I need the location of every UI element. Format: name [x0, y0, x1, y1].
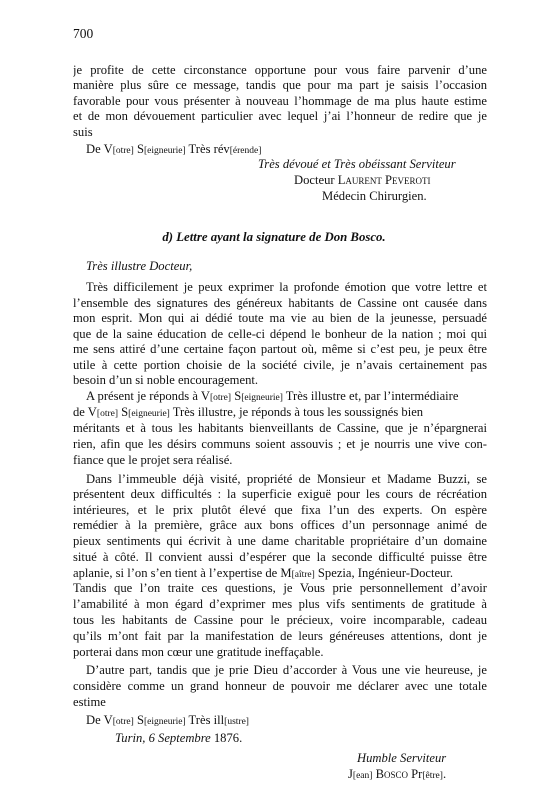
text-line: suis [73, 125, 93, 139]
signature-title: Humble Serviteur [357, 751, 447, 765]
place-date: Turin, 6 Septembre 1876. [115, 731, 243, 745]
text-line: manière plus sûre ce message, tandis que pour ma part je saisis l’occasion [73, 78, 487, 92]
signature-title: Très dévoué et Très obéissant Serviteur [258, 157, 456, 171]
text-line: Dans l’immeuble déjà visité, propriété de Monsieur et Madame Buzzi, se [86, 472, 487, 486]
text-line: Tandis que l’on traite ces questions, je Vous prie personnellement d’avoir [73, 581, 487, 595]
salutation: Très illustre Docteur, [86, 259, 193, 273]
text-line: tous les habitants de Cassine pour le précieux, voire incomparable, cadeau [73, 613, 487, 627]
closing-formula: De V[otre] S[eigneurie] Très rév[érende] [86, 142, 262, 156]
text-line: favorable pour vous présenter à nouveau l’hommage de ma plus haute estime [73, 94, 487, 108]
text-line: présentent deux difficultés : la superficie exiguë pour les cours de récréation [73, 487, 487, 501]
text-line: je profite de cette circonstance opportune pour vous faire parvenir d’une [73, 63, 487, 77]
text-line: estime [73, 695, 106, 709]
text-line: méritants et à tous les habitants bienveillants de Cassine, que je n’épargnerai [73, 421, 487, 435]
text-line: me sens attiré d’une certaine façon partout où, même si c’est peu, je peux être [73, 342, 487, 356]
section-heading: d) Lettre ayant la signature de Don Bosco. [162, 230, 386, 244]
text-line: pieux sentiments qui écrivit à une dame charitable propriétaire d’un domaine [73, 534, 487, 548]
text-line: considère comme un grand honneur de pouvoir me déclarer avec une totale [73, 679, 487, 693]
text-line: besoin d’un si noble encouragement. [73, 373, 259, 387]
text-line: utile à cette portion choisie de la société civile, je n’avais certainement pas [73, 358, 487, 372]
text-line: A présent je réponds à V[otre] S[eigneurie] Très illustre et, par l’intermédiaire [86, 389, 459, 403]
text-line: porterai dans mon cœur une gratitude ineffaçable. [73, 645, 324, 659]
text-line: rien, afin que les désirs communs soient assouvis ; et je nourris une vive con- [73, 437, 487, 451]
signature-name: Docteur Laurent Peveroti [294, 173, 431, 187]
text-line: fiance que le projet sera réalisé. [73, 453, 233, 467]
text-line: D’autre part, tandis que je prie Dieu d’accorder à Vous une vie heureuse, je [86, 663, 487, 677]
text-line: situé à côté. Il convient aussi d’espérer que la seconde difficulté puisse être [73, 550, 487, 564]
text-line: aplanie, si l’on s’en tient à l’expertise de M[aître] Spezia, Ingénieur-Docteur. [73, 566, 454, 580]
text-line: que de la saine éducation de celle-ci dépend le bonheur de la nation ; moi qui [73, 327, 487, 341]
text-line: qu’ils m’ont fait par la manifestation de leurs généreuses attentions, dont je [73, 629, 487, 643]
signature-profession: Médecin Chirurgien. [322, 189, 427, 203]
text-line: remédier à la première, grâce aux bons offices d’un personnage animé de [73, 518, 487, 532]
closing-formula: De V[otre] S[eigneurie] Très ill[ustre] [86, 713, 249, 727]
page-number: 700 [73, 26, 94, 41]
text-line: et de mon dévouement particulier avec lequel j’ai l’honneur de redire que je [73, 109, 487, 123]
text-line: l’ensemble des signatures des généreux habitants de Cassine ont causée dans [73, 296, 487, 310]
text-line: Très difficilement je peux exprimer la profonde émotion que votre lettre et [86, 280, 487, 294]
text-line: mon esprit. Mon qui ai dédié toute ma vie au bien de la jeunesse, persuadé [73, 311, 487, 325]
text-line: de V[otre] S[eigneurie] Très illustre, je réponds à tous les soussignés bien [73, 405, 424, 419]
text-line: l’amabilité à mon égard d’exprimer mes plus vifs sentiments de gratitude à [73, 597, 487, 611]
signature-name: J[ean] Bosco Pr[être]. [348, 767, 447, 781]
text-line: intérieures, et le prix plutôt élevé que fixa l’un des experts. On espère [73, 503, 487, 517]
